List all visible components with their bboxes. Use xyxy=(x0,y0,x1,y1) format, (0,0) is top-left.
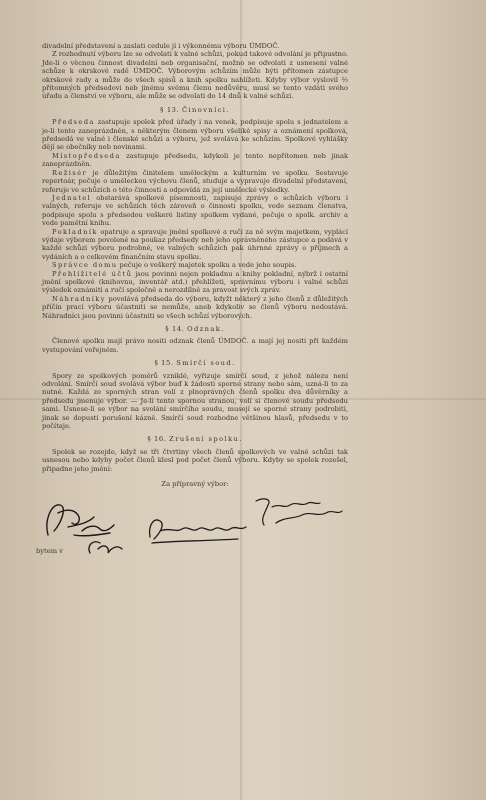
paragraph-smirci-soud: Spory ze spolkových poměrů vzniklé, vyřizuje smírčí soud, z jehož nálezu není odvolání. Smírčí soud svolává výbor buď k žádosti sporné strany nebo sám, uzná-li to za nutné. Každá ze sporných stran volí z plnoprávných členů spolku dva důvěrníky a předsedu jmenuje výbor. — Je-li tento spornou stranou, volí si členové soudu předsedu sami. Usnese-li se výbor na svolání smírčího soudu, musejí se sporné strany podrobiti, jinak se dopusti porušení kázně. Smírčí soud rozhodne většinou hlasů, předsedu v to počítaje. xyxy=(42,371,348,431)
section-15-heading: § 15. Smírčí soud. xyxy=(154,359,236,368)
document-body xyxy=(36,42,348,559)
paragraph-odznak: Členové spolku mají právo nositi odznak členů ÚMDOČ. a mají jej nositi při každém vystupování veřejném. xyxy=(42,337,348,354)
intro-paragraph: Z rozhodnutí výboru lze se odvolati k valné schůzi, pokud takové odvolání je připustno. Jde-li o věcnou činnost divadelní neb organisační, možno se odvolati z usnesení valné schůze k okrskové radě ÚMDOČ. Výborovým schůzím může býti přítomen zástupce okrskové rady a může do všech spisů a knih spolku nahlížeti. Kdyby výbor vyslovil ⅔ přítomných předsedovi neb jinému svému členu nedůvěru, musí se tento vzdáti svého úřadu a členství ve výboru, ale může se odvolati do 14 dnů k valné schůzi. xyxy=(42,50,348,101)
signature-3 xyxy=(250,493,346,533)
committee-label: Za přípravný výbor: xyxy=(161,480,229,489)
residence-line xyxy=(36,547,63,555)
signature-area xyxy=(36,493,348,559)
section-16-title: Zrušení spolku. xyxy=(169,435,243,444)
paragraph-mistopredseda: Místopředseda zastupuje předsedu, kdykoli je tento nepřítomen neb jinak zaneprázdněn. xyxy=(42,151,348,169)
section-14-heading: § 14. Odznak. xyxy=(165,325,225,333)
paragraph-reziser: Režisér je důležitým činitelem uměleckým a kulturním ve spolku. Sestavuje repertoár, pečuje o uměleckou výchovu členů, studuje a vypravuje divadelní představení, referuje ve schůzích o této činnosti a odpovídá za její umělecké výsledky. xyxy=(42,168,348,194)
section-15-title: Smírčí soud. xyxy=(176,359,236,368)
paragraph-prehlizitele-uctu: Přehlížitelé účtů jsou povinni nejen pokladnu a knihy pokladní, nýbrž i ostatní jmění spolkové (knihovnu, inventář atd.) přehlížeti, správnímu výboru i valné schůzi výsledek oznámiti a ručí společně a nerozdílně za pravost svých zpráv. xyxy=(42,269,348,295)
paragraph-jednatel: Jednatel obstarává spolkové písemnosti, zapisuje zprávy o schůzích výboru i valných, referuje ve schůzích těch zároveň o činnosti spolku, vede seznam členstva, podpisuje spolu s předsedou veškeré listiny spolkem vydané, pečuje o spolk. archiv a vede pamětní knihu. xyxy=(42,193,348,228)
section-13-title: Činovníci. xyxy=(182,105,230,114)
signature-2 xyxy=(142,507,252,551)
section-13-heading: § 13. Činovníci. xyxy=(160,105,230,114)
paragraph-predseda: Předseda zastupuje spolek před úřady i na venek, podpisuje spolu s jednatelem a je-li tento zaneprázdněn, s některým členem výboru všeliké spisy a oznámení spolková, předsedá ve valné i členské schůzi a výboru, jež svolává ke schůzím. Spolkové vyhlášky dějí se obečníky neb novinami. xyxy=(42,118,348,152)
section-16-heading: § 16. Zrušení spolku. xyxy=(147,435,243,444)
paragraph-zruseni-spolku: Spolek se rozejde, když se tři čtvrtiny všech členů spolkových ve valné schůzi tak usnesou nebo kdyby počet členů klesl pod počet členů výboru. Kdyby se spolek rozešel, připadne jeho jmění: xyxy=(42,447,348,473)
paragraph-nahradnici: Náhradníky povolává předseda do výboru, kdyžt některý z jeho členů z důležitých příčin prací výboru účastniti se nemůže, aneb kdykoliv se členů výboru nedostává. Náhradníci jsou povinni účastniti se všech schůzí výborových. xyxy=(42,294,348,320)
paragraph-spravce-domu: Správce domu pečuje o veškerý majetek spolku a vede jeho soupis. xyxy=(52,261,297,270)
residence-label: bytem v xyxy=(36,546,63,555)
paragraph-pokladnik: Pokladník opatruje a spravuje jmění spolkové a ručí za ně svým majetkem, vyplácí výdaje výborem povolené na poukaz předsedy neb jeho oprávněného zástupce a podává v každé schůzi výboru podrobné, ve valných schůzích pak úhrnné zprávy o příjmech a vydáních a o celkovém finančním stavu spolku. xyxy=(42,227,348,261)
signature-place xyxy=(82,537,128,561)
intro-line: divadelní představení a zaslati cedule jí i výkonnému výboru ÚMDOČ. xyxy=(42,42,280,50)
section-14-title: Odznak. xyxy=(187,325,225,333)
